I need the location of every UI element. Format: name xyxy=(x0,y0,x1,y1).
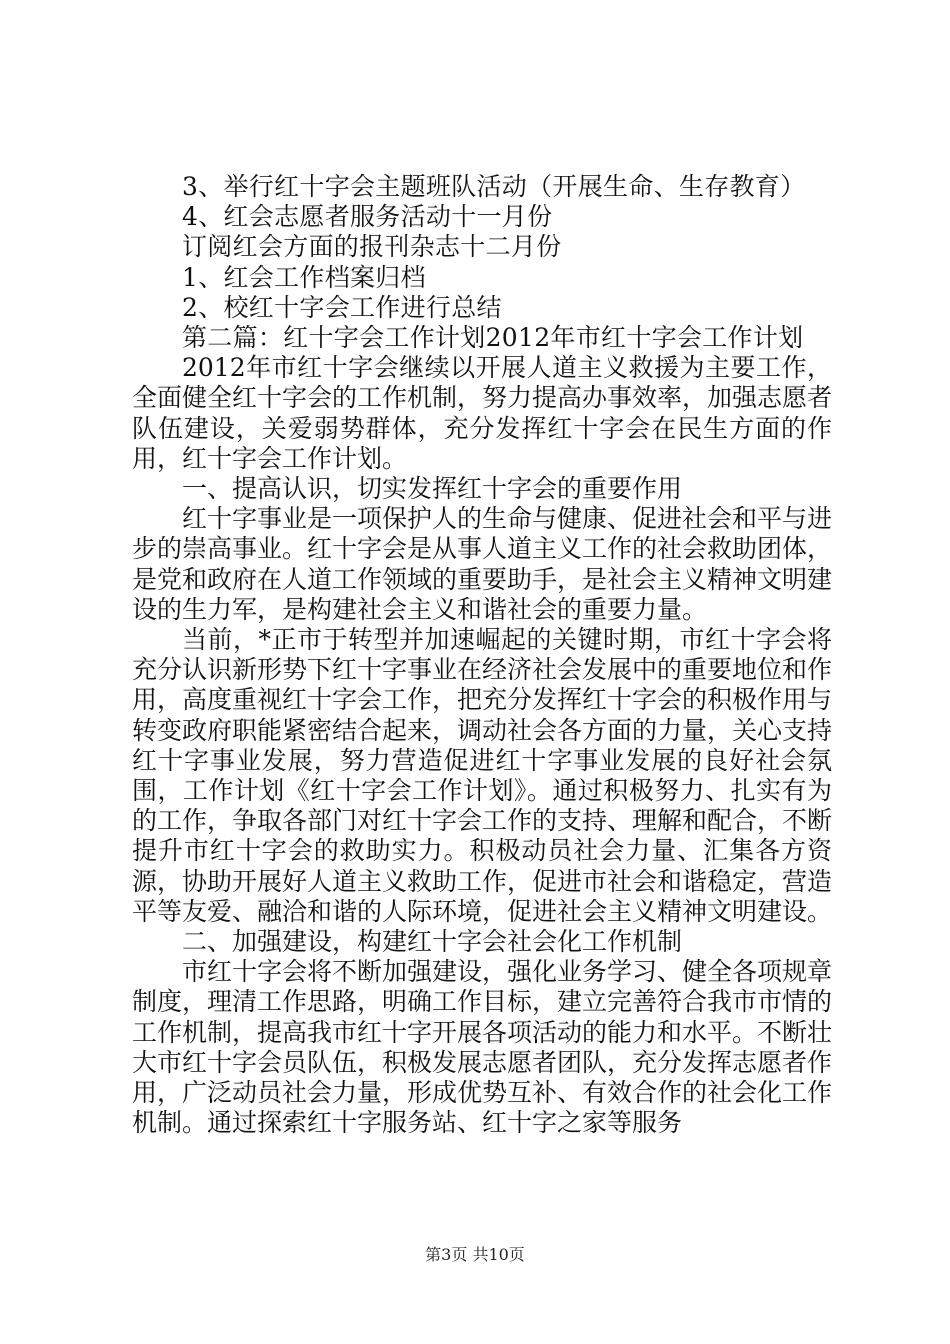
list-item-archive: 1、红会工作档案归档 xyxy=(182,262,426,292)
page-number-footer: 第3页 共10页 xyxy=(425,1245,525,1264)
list-item-summary: 2、校红十字会工作进行总结 xyxy=(182,292,502,322)
section-heading-one: 一、提高认识，切实发挥红十字会的重要作用 xyxy=(182,473,683,503)
paragraph-intro: 2012年市红十字会继续以开展人道主义救援为主要工作，全面健全红十字会的工作机制，努力提高办事效率，加强志愿者队伍建设，关爱弱势群体，充分发挥红十字会在民生方面的作用，红十字会工作计划。 xyxy=(132,353,833,473)
list-item-volunteer-november: 4、红会志愿者服务活动十一月份 xyxy=(182,202,553,232)
section-heading-two: 二、加强建设，构建红十字会社会化工作机制 xyxy=(182,926,683,956)
paragraph-red-cross-cause: 红十字事业是一项保护人的生命与健康、促进社会和平与进步的崇高事业。红十字会是从事人道主义工作的社会救助团体，是党和政府在人道工作领域的重要助手，是社会主义精神文明建设的生力军，是构建社会主义和谐社会的重要力量。 xyxy=(132,504,833,624)
paragraph-strengthen-building: 市红十字会将不断加强建设，强化业务学习、健全各项规章制度，理清工作思路，明确工作目标，建立完善符合我市市情的工作机制，提高我市红十字开展各项活动的能力和水平。不断壮大市红十字会员队伍，积极发展志愿者团队，充分发挥志愿者作用，广泛动员社会力量，形成优势互补、有效合作的社会化工作机制。通过探索红十字服务站、红十字之家等服务 xyxy=(132,957,833,1138)
document-body xyxy=(132,172,832,1138)
paragraph-current-period: 当前，*正市于转型并加速崛起的关键时期，市红十字会将充分认识新形势下红十字事业在经济社会发展中的重要地位和作用，高度重视红十字会工作，把充分发挥红十字会的积极作用与转变政府职能紧密结合起来，调动社会各方面的力量，关心支持红十字事业发展，努力营造促进红十字事业发展的良好社会氛围，工作计划《红十字会工作计划》。通过积极努力、扎实有为的工作，争取各部门对红十字会工作的支持、理解和配合，不断提升市红十字会的救助实力。积极动员社会力量、汇集各方资源，协助开展好人道主义救助工作，促进市社会和谐稳定，营造平等友爱、融洽和谐的人际环境，促进社会主义精神文明建设。 xyxy=(132,624,833,926)
list-item-class-activity: 3、举行红十字会主题班队活动（开展生命、生存教育） xyxy=(182,172,806,201)
paragraph-group xyxy=(132,353,832,1138)
list-item-subscribe-december: 订阅红会方面的报刊杂志十二月份 xyxy=(182,232,562,262)
section-heading-part-two: 第二篇：红十字会工作计划2012年市红十字会工作计划 xyxy=(182,322,804,352)
